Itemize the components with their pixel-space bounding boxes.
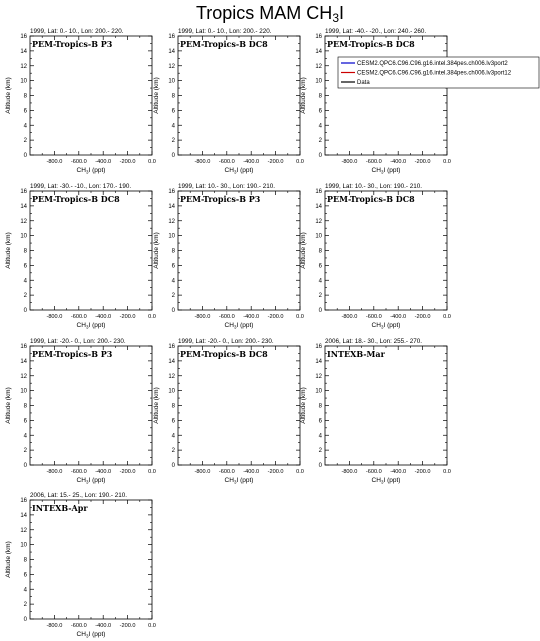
x-axis-label: $CH_3I$ (ppt) — [224, 477, 254, 485]
x-tick-label: -200.0 — [414, 314, 431, 320]
y-tick-label: 0 — [318, 153, 322, 159]
y-tick-label: 4 — [318, 278, 322, 285]
x-axis-label: $CH_3I$ (ppt) — [76, 167, 106, 175]
x-tick-label: -200.0 — [119, 469, 136, 475]
y-tick-label: 8 — [23, 93, 27, 100]
x-axis-label: $CH_3I$ (ppt) — [76, 477, 106, 485]
y-tick-label: 2 — [23, 448, 27, 455]
y-axis-label: Altitude (km) — [153, 232, 160, 269]
y-tick-label: 2 — [171, 138, 175, 145]
x-tick-label: 0.0 — [148, 159, 156, 165]
chart-panel — [5, 183, 156, 330]
y-tick-label: 10 — [20, 542, 27, 549]
y-tick-label: 14 — [168, 358, 175, 365]
panel-subtitle: 1999, Lat: 0.- 10., Lon: 200.- 220. — [30, 28, 124, 35]
campaign-label: PEM-Tropics-B DC8 — [327, 39, 415, 49]
y-tick-label: 0 — [171, 463, 175, 469]
x-tick-label: 0.0 — [296, 159, 304, 165]
x-tick-label: -600.0 — [70, 314, 87, 320]
x-tick-label: -400.0 — [390, 469, 407, 475]
campaign-label: PEM-Tropics-B DC8 — [180, 39, 268, 49]
x-tick-label: -400.0 — [95, 469, 112, 475]
x-axis-label: $CH_3I$ (ppt) — [76, 322, 106, 330]
y-tick-label: 4 — [318, 433, 322, 440]
y-tick-label: 0 — [171, 308, 175, 314]
campaign-label: INTEXB-Apr — [32, 503, 88, 513]
y-tick-label: 16 — [168, 189, 175, 195]
x-tick-label: -800.0 — [194, 159, 211, 165]
x-tick-label: -800.0 — [46, 159, 63, 165]
y-tick-label: 8 — [318, 403, 322, 410]
y-tick-label: 0 — [23, 617, 27, 623]
y-tick-label: 10 — [315, 78, 322, 85]
y-tick-label: 4 — [23, 433, 27, 440]
y-tick-label: 8 — [23, 248, 27, 255]
y-axis-label: Altitude (km) — [300, 77, 307, 114]
y-tick-label: 16 — [168, 34, 175, 40]
x-tick-label: -800.0 — [341, 159, 358, 165]
plot-area — [325, 191, 447, 310]
panel-subtitle: 1999, Lat: -40.- -20., Lon: 240.- 260. — [325, 28, 427, 35]
y-tick-label: 6 — [23, 108, 27, 115]
plot-area — [178, 191, 300, 310]
y-tick-label: 6 — [171, 108, 175, 115]
x-tick-label: -400.0 — [95, 623, 112, 629]
y-tick-label: 12 — [315, 373, 322, 380]
y-tick-label: 6 — [171, 418, 175, 425]
plot-area — [325, 36, 447, 155]
x-tick-label: -600.0 — [365, 314, 382, 320]
x-tick-label: -800.0 — [46, 469, 63, 475]
x-tick-label: -200.0 — [119, 314, 136, 320]
y-tick-label: 4 — [23, 123, 27, 130]
y-tick-label: 16 — [168, 344, 175, 350]
plot-area — [30, 191, 152, 310]
x-tick-label: -600.0 — [70, 159, 87, 165]
plot-area — [30, 346, 152, 465]
y-tick-label: 12 — [168, 63, 175, 70]
x-tick-label: -600.0 — [218, 469, 235, 475]
y-tick-label: 8 — [171, 248, 175, 255]
x-tick-label: -600.0 — [218, 314, 235, 320]
legend-label: Data — [357, 80, 370, 87]
y-tick-label: 2 — [23, 138, 27, 145]
y-tick-label: 16 — [315, 344, 322, 350]
x-tick-label: 0.0 — [443, 159, 451, 165]
y-tick-label: 10 — [168, 78, 175, 85]
x-tick-label: 0.0 — [148, 623, 156, 629]
campaign-label: PEM-Tropics-B P3 — [32, 39, 113, 49]
x-tick-label: -400.0 — [243, 159, 260, 165]
x-tick-label: -800.0 — [194, 314, 211, 320]
x-axis-label: $CH_3I$ (ppt) — [371, 477, 401, 485]
y-tick-label: 0 — [318, 308, 322, 314]
chart-panel — [300, 338, 451, 485]
chart-panel — [5, 28, 156, 175]
y-axis-label: Altitude (km) — [153, 387, 160, 424]
x-axis-label: $CH_3I$ (ppt) — [76, 631, 106, 639]
legend — [338, 57, 539, 88]
y-tick-label: 14 — [20, 358, 27, 365]
y-tick-label: 10 — [168, 388, 175, 395]
x-tick-label: -200.0 — [267, 314, 284, 320]
y-tick-label: 6 — [318, 108, 322, 115]
x-axis-label: $CH_3I$ (ppt) — [224, 167, 254, 175]
y-axis-label: Altitude (km) — [5, 77, 12, 114]
x-tick-label: -200.0 — [267, 469, 284, 475]
plot-area — [30, 36, 152, 155]
y-tick-label: 2 — [23, 293, 27, 300]
y-tick-label: 14 — [168, 203, 175, 210]
campaign-label: PEM-Tropics-B P3 — [180, 194, 261, 204]
y-axis-label: Altitude (km) — [5, 232, 12, 269]
campaign-label: PEM-Tropics-B DC8 — [32, 194, 120, 204]
chart-panel — [5, 492, 156, 639]
y-tick-label: 8 — [318, 93, 322, 100]
y-tick-label: 10 — [168, 233, 175, 240]
figure-title-subscript: 3 — [332, 11, 339, 25]
y-tick-label: 6 — [23, 572, 27, 579]
y-tick-label: 14 — [315, 358, 322, 365]
plot-area — [30, 500, 152, 619]
y-tick-label: 2 — [171, 293, 175, 300]
x-tick-label: -600.0 — [365, 469, 382, 475]
y-tick-label: 8 — [23, 403, 27, 410]
panel-subtitle: 1999, Lat: -20.- 0., Lon: 200.- 230. — [178, 338, 274, 345]
y-tick-label: 2 — [318, 293, 322, 300]
y-tick-label: 6 — [23, 418, 27, 425]
y-tick-label: 2 — [23, 602, 27, 609]
y-tick-label: 0 — [171, 153, 175, 159]
y-tick-label: 6 — [318, 263, 322, 270]
panel-subtitle: 1999, Lat: 10.- 30., Lon: 190.- 210. — [178, 183, 275, 190]
y-tick-label: 4 — [171, 278, 175, 285]
chart-panel — [153, 183, 304, 330]
y-axis-label: Altitude (km) — [300, 232, 307, 269]
x-tick-label: 0.0 — [296, 314, 304, 320]
y-tick-label: 12 — [20, 527, 27, 534]
y-tick-label: 14 — [168, 48, 175, 55]
y-tick-label: 12 — [20, 218, 27, 225]
legend-label: CESM2.QPC6.C96.C96.g16.intel.384pes.ch006.lv3port12 — [357, 70, 512, 77]
panel-subtitle: 1999, Lat: -20.- 0., Lon: 200.- 230. — [30, 338, 126, 345]
x-tick-label: -400.0 — [95, 314, 112, 320]
y-tick-label: 12 — [20, 373, 27, 380]
y-tick-label: 8 — [318, 248, 322, 255]
x-tick-label: -400.0 — [243, 314, 260, 320]
y-axis-label: Altitude (km) — [153, 77, 160, 114]
x-axis-label: $CH_3I$ (ppt) — [371, 167, 401, 175]
x-tick-label: 0.0 — [296, 469, 304, 475]
x-tick-label: 0.0 — [443, 314, 451, 320]
y-tick-label: 4 — [318, 123, 322, 130]
x-axis-label: $CH_3I$ (ppt) — [371, 322, 401, 330]
x-tick-label: -600.0 — [218, 159, 235, 165]
x-tick-label: -800.0 — [341, 469, 358, 475]
x-tick-label: -200.0 — [414, 469, 431, 475]
y-tick-label: 10 — [315, 388, 322, 395]
y-tick-label: 10 — [315, 233, 322, 240]
campaign-label: PEM-Tropics-B DC8 — [180, 349, 268, 359]
x-tick-label: -800.0 — [46, 623, 63, 629]
y-tick-label: 4 — [23, 278, 27, 285]
figure-title-tail: I — [339, 3, 345, 23]
y-tick-label: 0 — [318, 463, 322, 469]
y-tick-label: 8 — [171, 403, 175, 410]
y-tick-label: 0 — [23, 308, 27, 314]
y-tick-label: 0 — [23, 463, 27, 469]
panel-subtitle: 2006, Lat: 18.- 30., Lon: 255.- 270. — [325, 338, 422, 345]
y-tick-label: 14 — [315, 48, 322, 55]
legend-label: CESM2.QPC6.C96.C96.g16.intel.384pes.ch006.lv3port2 — [357, 61, 508, 68]
y-tick-label: 16 — [20, 344, 27, 350]
y-tick-label: 4 — [171, 433, 175, 440]
y-tick-label: 12 — [168, 218, 175, 225]
y-tick-label: 2 — [171, 448, 175, 455]
y-tick-label: 10 — [20, 388, 27, 395]
x-tick-label: -800.0 — [341, 314, 358, 320]
y-tick-label: 12 — [168, 373, 175, 380]
x-tick-label: 0.0 — [148, 314, 156, 320]
x-tick-label: -400.0 — [390, 314, 407, 320]
x-tick-label: 0.0 — [148, 469, 156, 475]
y-tick-label: 16 — [20, 189, 27, 195]
y-tick-label: 12 — [315, 63, 322, 70]
y-tick-label: 14 — [20, 512, 27, 519]
campaign-label: INTEXB-Mar — [327, 349, 385, 359]
x-tick-label: 0.0 — [443, 469, 451, 475]
y-axis-label: Altitude (km) — [300, 387, 307, 424]
y-tick-label: 16 — [315, 189, 322, 195]
y-tick-label: 4 — [171, 123, 175, 130]
campaign-label: PEM-Tropics-B P3 — [32, 349, 113, 359]
panel-subtitle: 1999, Lat: 10.- 30., Lon: 190.- 210. — [325, 183, 422, 190]
plot-area — [178, 346, 300, 465]
y-tick-label: 14 — [315, 203, 322, 210]
panel-subtitle: 2006, Lat: 15.- 25., Lon: 190.- 210. — [30, 492, 127, 499]
x-axis-label: $CH_3I$ (ppt) — [224, 322, 254, 330]
y-tick-label: 10 — [20, 233, 27, 240]
chart-panel — [300, 28, 451, 175]
y-axis-label: Altitude (km) — [5, 387, 12, 424]
plot-area — [325, 346, 447, 465]
y-tick-label: 12 — [20, 63, 27, 70]
chart-panel — [153, 28, 304, 175]
x-tick-label: -200.0 — [119, 623, 136, 629]
x-tick-label: -800.0 — [194, 469, 211, 475]
x-tick-label: -600.0 — [70, 623, 87, 629]
y-tick-label: 14 — [20, 48, 27, 55]
y-tick-label: 8 — [23, 557, 27, 564]
y-tick-label: 2 — [318, 138, 322, 145]
y-tick-label: 0 — [23, 153, 27, 159]
y-tick-label: 14 — [20, 203, 27, 210]
x-tick-label: -200.0 — [414, 159, 431, 165]
y-tick-label: 6 — [23, 263, 27, 270]
y-tick-label: 2 — [318, 448, 322, 455]
y-tick-label: 4 — [23, 587, 27, 594]
y-axis-label: Altitude (km) — [5, 541, 12, 578]
y-tick-label: 10 — [20, 78, 27, 85]
y-tick-label: 16 — [20, 498, 27, 504]
figure-title-text: Tropics MAM CH — [195, 3, 333, 23]
x-tick-label: -400.0 — [243, 469, 260, 475]
x-tick-label: -200.0 — [119, 159, 136, 165]
chart-panel — [300, 183, 451, 330]
x-tick-label: -800.0 — [46, 314, 63, 320]
x-tick-label: -400.0 — [390, 159, 407, 165]
panel-subtitle: 1999, Lat: -30.- -10., Lon: 170.- 190. — [30, 183, 132, 190]
y-tick-label: 8 — [171, 93, 175, 100]
x-tick-label: -200.0 — [267, 159, 284, 165]
chart-panel — [153, 338, 304, 485]
campaign-label: PEM-Tropics-B DC8 — [327, 194, 415, 204]
x-tick-label: -600.0 — [70, 469, 87, 475]
plot-area — [178, 36, 300, 155]
y-tick-label: 6 — [171, 263, 175, 270]
x-tick-label: -600.0 — [365, 159, 382, 165]
x-tick-label: -400.0 — [95, 159, 112, 165]
panel-subtitle: 1999, Lat: 0.- 10., Lon: 200.- 220. — [178, 28, 272, 35]
y-tick-label: 16 — [315, 34, 322, 40]
y-tick-label: 6 — [318, 418, 322, 425]
chart-panel — [5, 338, 156, 485]
y-tick-label: 16 — [20, 34, 27, 40]
y-tick-label: 12 — [315, 218, 322, 225]
